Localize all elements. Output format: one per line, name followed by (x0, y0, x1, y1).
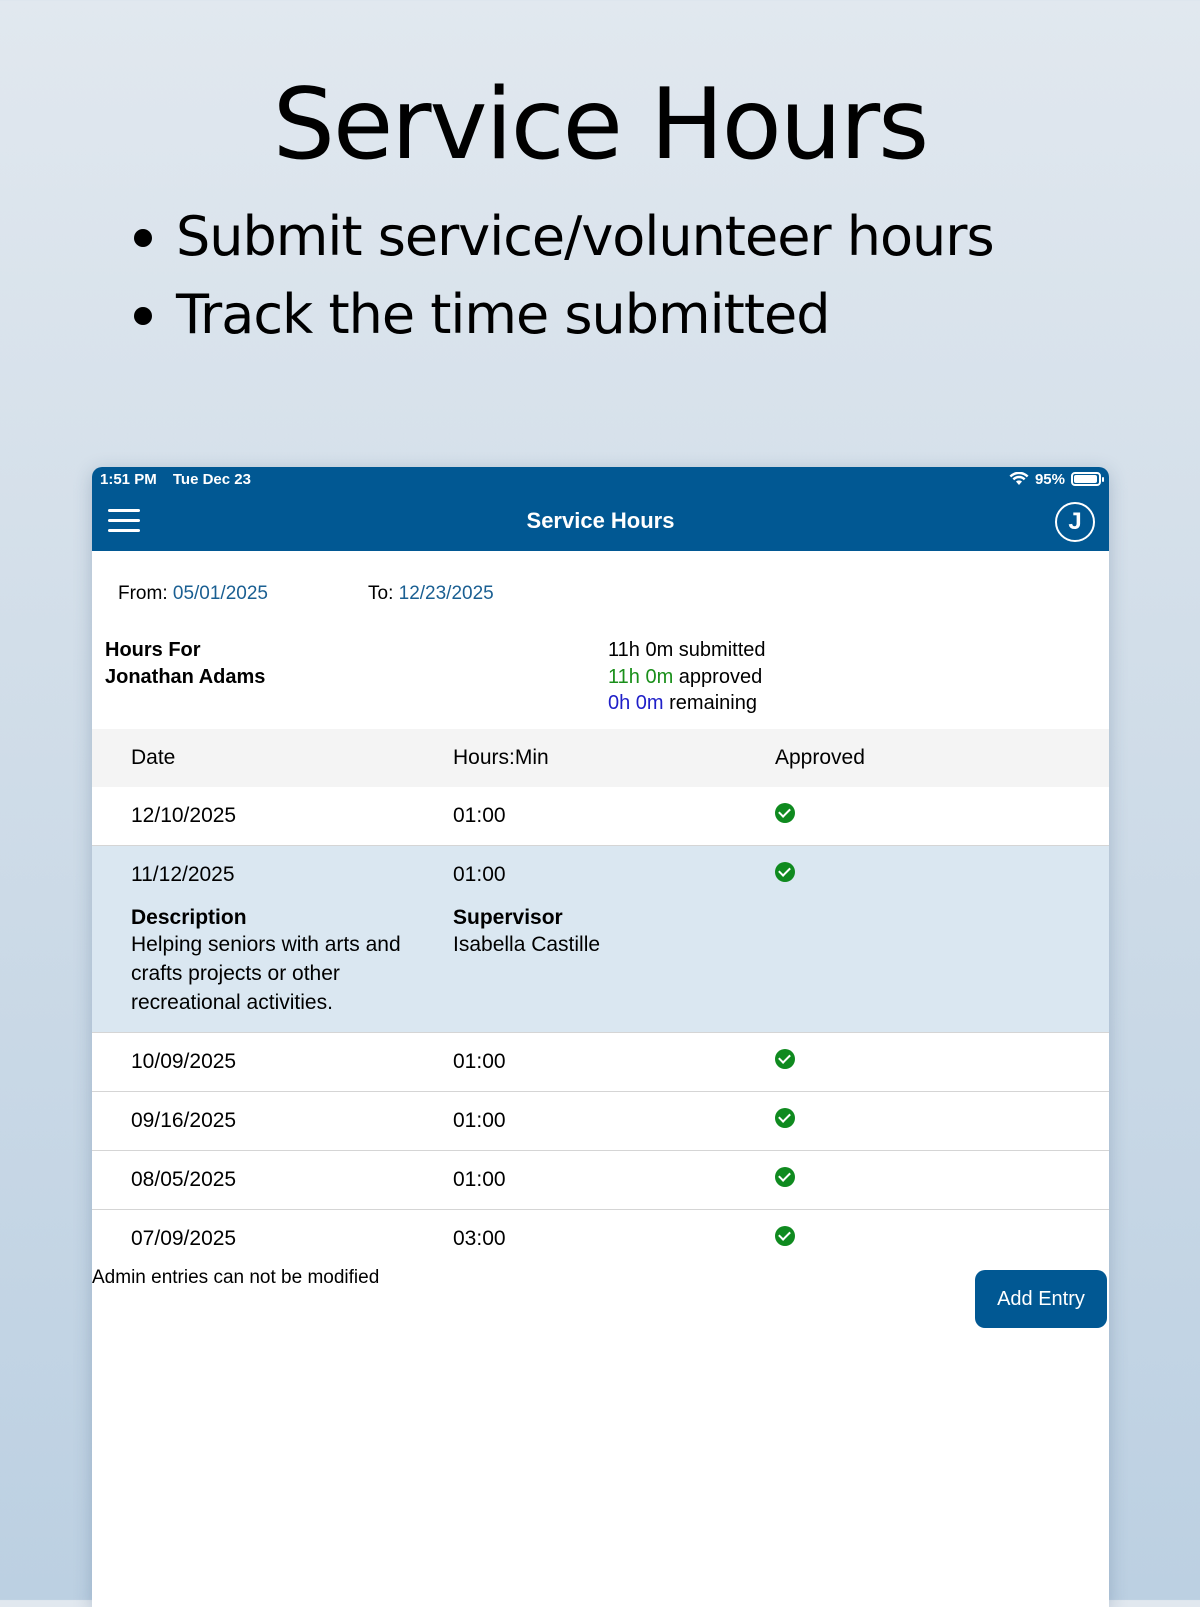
row-date: 11/12/2025 (131, 863, 235, 886)
hours-table (92, 729, 1109, 1260)
description-label: Description (131, 906, 247, 929)
row-date: 08/05/2025 (131, 1168, 237, 1191)
row-hours: 01:00 (453, 1109, 506, 1132)
header-approved: Approved (775, 746, 865, 769)
status-time: 1:51 PM (100, 470, 157, 488)
row-supervisor (453, 906, 600, 959)
admin-note: Admin entries can not be modified (92, 1267, 380, 1288)
approved-check-icon (775, 1049, 795, 1069)
table-row[interactable] (92, 1033, 1109, 1092)
to-date-value[interactable]: 12/23/2025 (398, 583, 494, 604)
table-row[interactable] (92, 1151, 1109, 1210)
battery-icon (1071, 472, 1101, 486)
promo-bullet: Submit service/volunteer hours (130, 198, 994, 276)
status-date: Tue Dec 23 (172, 470, 251, 488)
student-name: Jonathan Adams (105, 666, 266, 688)
description-text: Helping seniors with arts and crafts projects or other recreational activities. (131, 933, 401, 1014)
approved-label: approved (673, 665, 763, 688)
table-row[interactable] (92, 787, 1109, 846)
approved-value: 11h 0m (608, 665, 674, 688)
remaining-label: remaining (663, 692, 757, 714)
row-date: 10/09/2025 (131, 1050, 237, 1073)
hamburger-menu-icon[interactable] (108, 509, 140, 533)
row-date: 07/09/2025 (131, 1227, 237, 1250)
supervisor-name: Isabella Castille (453, 933, 601, 956)
nav-title: Service Hours (526, 508, 675, 533)
status-bar (92, 467, 1109, 491)
remaining-total (608, 690, 766, 717)
to-label: To: (368, 583, 394, 604)
promo-bullet: Track the time submitted (130, 276, 994, 354)
wifi-icon (1009, 472, 1029, 486)
promo-title: Service Hours (272, 68, 928, 182)
approved-total (608, 664, 766, 691)
to-date-filter[interactable] (368, 583, 494, 605)
row-hours: 01:00 (453, 863, 506, 886)
hours-for-label: Hours For (105, 639, 201, 661)
header-date: Date (131, 746, 176, 769)
table-row[interactable] (92, 1210, 1109, 1260)
row-hours: 03:00 (453, 1227, 506, 1250)
submitted-total: 11h 0m submitted (608, 639, 766, 661)
approved-check-icon (775, 862, 795, 882)
row-hours: 01:00 (453, 804, 506, 827)
nav-bar (92, 491, 1109, 551)
row-hours: 01:00 (453, 1050, 506, 1073)
table-row[interactable] (92, 1092, 1109, 1151)
approved-check-icon (775, 1108, 795, 1128)
add-entry-button[interactable]: Add Entry (975, 1270, 1107, 1328)
avatar[interactable]: J (1055, 502, 1095, 542)
app-screen (92, 467, 1109, 1607)
approved-check-icon (775, 803, 795, 823)
table-row-expanded[interactable] (92, 846, 1109, 1033)
from-date-filter[interactable] (118, 583, 268, 605)
row-hours: 01:00 (453, 1168, 506, 1191)
header-hours: Hours:Min (453, 746, 549, 769)
promo-bullets (130, 198, 994, 354)
supervisor-label: Supervisor (453, 906, 563, 929)
table-header (92, 729, 1109, 787)
row-date: 12/10/2025 (131, 804, 237, 827)
from-date-value[interactable]: 05/01/2025 (172, 583, 268, 604)
hours-for-heading (105, 637, 265, 691)
hours-summary (608, 637, 766, 717)
approved-check-icon (775, 1226, 795, 1246)
from-label: From: (118, 583, 168, 604)
battery-percent: 95% (1034, 470, 1065, 488)
row-date: 09/16/2025 (131, 1109, 237, 1132)
remaining-value: 0h 0m (608, 692, 664, 714)
row-description (131, 906, 431, 1017)
approved-check-icon (775, 1167, 795, 1187)
